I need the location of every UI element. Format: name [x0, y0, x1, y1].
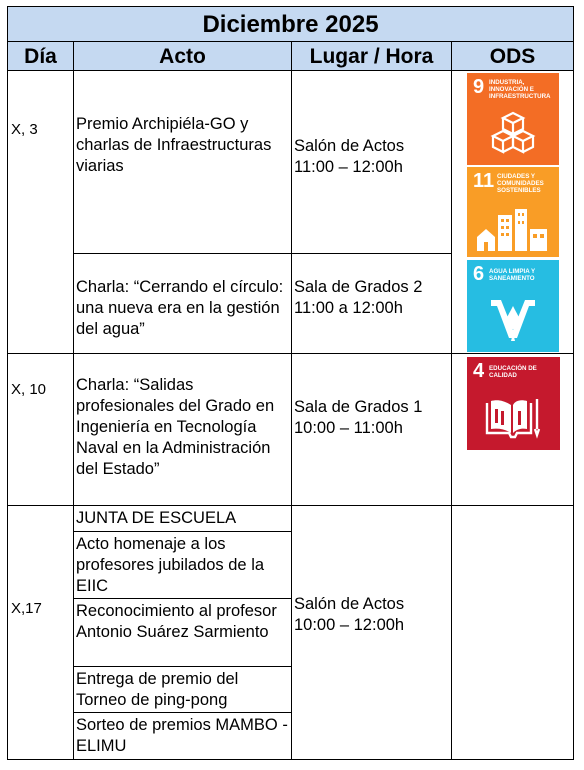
header-dia: Día — [7, 41, 74, 71]
acto-cell — [73, 505, 292, 532]
lugar-cell — [291, 353, 452, 506]
hora-text: 10:00 – 12:00h — [294, 616, 405, 634]
lugar-text: Sala de Grados 2 — [294, 278, 423, 296]
acto-cell — [73, 253, 292, 354]
ods-cell — [451, 353, 574, 506]
ods-6-icon — [467, 260, 559, 352]
acto-text: JUNTA DE ESCUELA — [76, 509, 237, 527]
ods-number: 9 — [473, 76, 485, 98]
hora-text: 11:00 – 12:00h — [294, 158, 403, 176]
header-ods: ODS — [451, 41, 574, 71]
acto-text: Charla: “Salidas profesionales del Grado en Ingeniería en Tecnología Naval en la Administración del Estado” — [76, 376, 275, 478]
ods-4-icon — [467, 357, 560, 450]
day-cell — [7, 505, 74, 760]
ods-label: CIUDADES Y COMUNIDADES SOSTENIBLES — [497, 173, 544, 194]
day-label: X, 10 — [11, 381, 47, 398]
acto-text: Sorteo de premios MAMBO - ELIMU — [76, 716, 288, 755]
acto-text: Charla: “Cerrando el círculo: una nueva era en la gestión del agua” — [76, 278, 284, 338]
table-title: Diciembre 2025 — [7, 6, 574, 42]
lugar-text: Sala de Grados 1 — [294, 398, 423, 416]
acto-cell — [73, 353, 292, 506]
acto-cell — [73, 598, 292, 667]
cubes-icon — [483, 109, 543, 159]
header-acto: Acto — [73, 41, 292, 71]
ods-number: 11 — [473, 170, 495, 192]
ods-11-icon — [467, 167, 559, 257]
ods-9-icon — [467, 73, 559, 165]
acto-cell — [73, 531, 292, 599]
ods-label: INDUSTRIA, INNOVACIÓN E INFRAESTRUCTURA — [489, 79, 551, 100]
lugar-cell — [291, 70, 452, 254]
acto-text: Acto homenaje a los profesores jubilados de la EIIC — [76, 535, 265, 595]
ods-label: AGUA LIMPIA Y SANEAMIENTO — [489, 268, 536, 282]
day-label: X,17 — [11, 600, 42, 617]
lugar-cell — [291, 505, 452, 760]
events-table — [7, 6, 574, 760]
lugar-text: Salón de Actos — [294, 595, 405, 613]
acto-cell — [73, 666, 292, 713]
water-icon — [485, 294, 541, 346]
day-cell — [7, 353, 74, 506]
book-icon — [483, 395, 543, 439]
day-cell — [7, 70, 74, 354]
header-lugar-hora: Lugar / Hora — [291, 41, 452, 71]
hora-text: 11:00 a 12:00h — [294, 299, 403, 317]
ods-cell — [451, 70, 574, 354]
hora-text: 10:00 – 11:00h — [294, 419, 403, 437]
acto-cell — [73, 70, 292, 254]
ods-cell — [451, 505, 574, 760]
day-label: X, 3 — [11, 121, 38, 138]
acto-text: Premio Archipiéla-GO y charlas de Infraestructuras viarias — [76, 115, 272, 175]
city-icon — [475, 207, 551, 253]
acto-text: Reconocimiento al profesor Antonio Suárez Sarmiento — [76, 602, 277, 641]
acto-text: Entrega de premio del Torneo de ping-pong — [76, 670, 239, 709]
lugar-cell — [291, 253, 452, 354]
ods-number: 6 — [473, 263, 485, 285]
acto-cell — [73, 712, 292, 760]
ods-label: EDUCACIÓN DE CALIDAD — [489, 365, 537, 379]
lugar-text: Salón de Actos — [294, 137, 405, 155]
ods-number: 4 — [473, 360, 485, 382]
